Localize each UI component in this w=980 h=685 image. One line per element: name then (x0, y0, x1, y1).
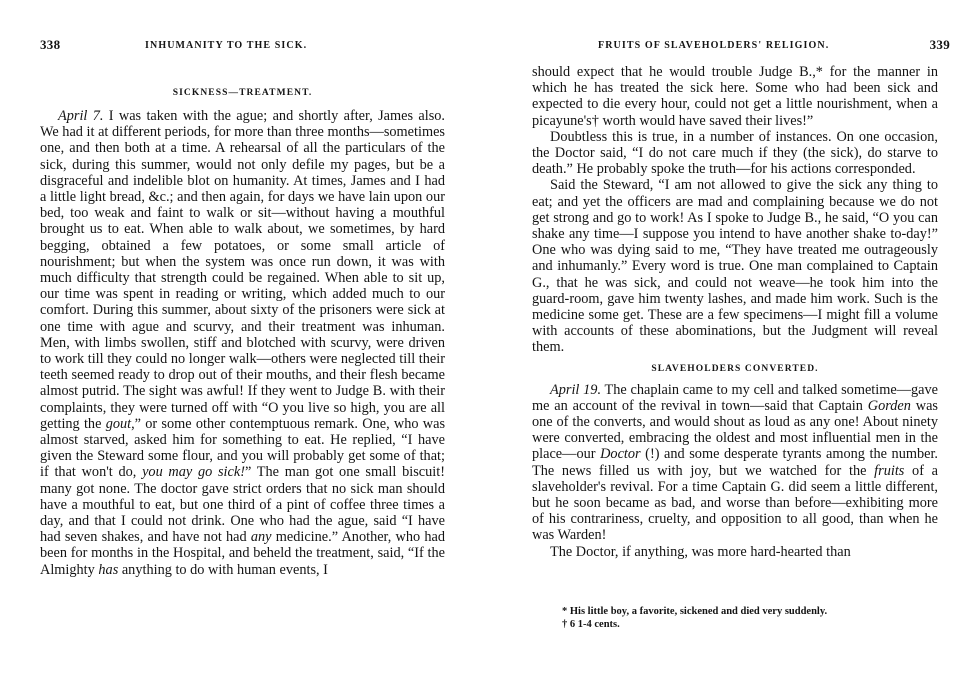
right-paragraph-4 (532, 382, 938, 544)
left-page (40, 0, 445, 685)
right-page-number: 339 (929, 37, 950, 52)
right-running-head (532, 37, 950, 57)
italic-doctor: Doctor (600, 446, 641, 463)
left-text-5: anything to do with human events, I (118, 561, 328, 578)
left-text-4: medicine.” Another, who had been for months in the Hospital, and beheld the treatment, said, “If the Almighty (40, 529, 445, 578)
right-paragraph-2: Doubtless this is true, in a number of instances. On one occasion, the Doctor said, “I do not care much if they (the sick), do starve to death.” He probably spoke the truth—for his actions corresponded. (532, 128, 938, 178)
right-text-4b: was one of the converts, and would shout as loud as any one! About ninety were converted, embracing the oldest and most influential men in the place—our (532, 397, 938, 463)
left-text-3: ” The man got one small biscuit! many got none. The doctor gave strict orders that no sick man should have a mouthful to eat, but one third of a pint of coffee three times a day, and that I could not drink. One who had the ague, said “I have had seven shakes, and have not had (40, 464, 445, 546)
left-paragraph (40, 108, 445, 578)
right-text-column (532, 64, 938, 560)
entry-date-2: April 19. (550, 381, 602, 398)
footnote-2: † 6 1-4 cents. (562, 618, 620, 630)
right-running-title: FRUITS OF SLAVEHOLDERS' RELIGION. (598, 40, 830, 51)
right-text-4d: of a slaveholder's revival. For a time Captain G. did seem a little different, but he soon became as bad, and worse than before—exhibiting more of his contrariness, cruelty, and opposition to all good, than when he was Warden! (532, 462, 938, 544)
right-page (532, 0, 950, 685)
italic-fruits: fruits (874, 462, 905, 479)
italic-has: has (98, 561, 119, 578)
right-text-4a: The chaplain came to my cell and talked sometime—gave me an account of the revival in town—said that Captain (532, 381, 938, 414)
left-text-2: ,” or some other contemptuous remark. One, who was almost starved, asked him for something to eat. He replied, “I have given the Steward some flour, and you will probably get some of that; if that won't do, (40, 415, 446, 481)
left-running-head (40, 37, 445, 57)
left-page-number: 338 (40, 37, 61, 52)
left-text-column (40, 84, 445, 578)
left-section-heading: SICKNESS—TREATMENT. (172, 88, 313, 98)
left-running-title: INHUMANITY TO THE SICK. (145, 40, 308, 51)
right-paragraph-5: The Doctor, if anything, was more hard-hearted than (550, 543, 851, 560)
right-text-4c: (!) and some desperate tyrants among the number. The news filled us with joy, but we watched for the (532, 446, 939, 479)
left-text-1: I was taken with the ague; and shortly after, James also. We had it at different periods, for more than three months—sometimes one, and then both at a time. A rehearsal of all the particulars of the sick, during this summer, would not only defile my pages, but be a disgraceful and indelible blot on humanity. At times, James and I had a little light bread, &c.; and then again, for days we have lain upon our bed, too weak and faint to walk or sit—without having a mouthful brought us to eat. When able to walk about, we sometimes, by hard begging, obtained a few potatoes, or some small article of nourishment; but when the system was once run down, it was with much difficulty that strength could be regained. When able to sit up, our time was spent in reading or writing, which added much to our comfort. During this summer, about sixty of the prisoners were sick at one time with ague and scurvy, and their treatment was inhuman. Men, with limbs swollen, stiff and blotched with scurvy, were driven to work till they could no longer walk—others were neglected till their teeth seemed ready to drop out of their mouths, and their flesh became almost putrid. The sight was awful! If they went to Judge B. with their complaints, they were turned off with “O you live so high, you are all getting the (40, 108, 445, 432)
footnotes (562, 606, 938, 631)
italic-any: any (250, 529, 272, 546)
entry-date: April 7. (58, 108, 104, 124)
italic-gorden: Gorden (867, 397, 911, 414)
italic-gout: gout (105, 415, 132, 432)
footnote-1: * His little boy, a favorite, sickened and died very suddenly. (562, 606, 828, 617)
italic-sick: you may go sick! (142, 464, 245, 481)
right-paragraph-3: Said the Steward, “I am not allowed to give the sick any thing to eat; and yet the officers are mad and complaining because we do not get strong and go to work! As I spoke to Judge B., he said, “O you can shake any time—I suppose you intend to have another shake to-day!” One who was dying said to me, “They have treated me outrageously and inhumanly.” Every word is true. One man complained to Captain G., that he was sick, and could not weave—he took him into the guard-room, gave him twenty lashes, and made him work. Such is the medicine some get. These are a few specimens—I might fill a volume with accounts of these abominations, but the Judgment will reveal them. (532, 177, 938, 356)
right-section-heading: SLAVEHOLDERS CONVERTED. (651, 363, 819, 374)
right-paragraph-1: should expect that he would trouble Judge B.,* for the manner in which he has treated the sick here. Some who had been sick and expected to die every hour, could not get a little nourishment, when a picayune's† worth would have saved their lives!” (532, 64, 938, 129)
